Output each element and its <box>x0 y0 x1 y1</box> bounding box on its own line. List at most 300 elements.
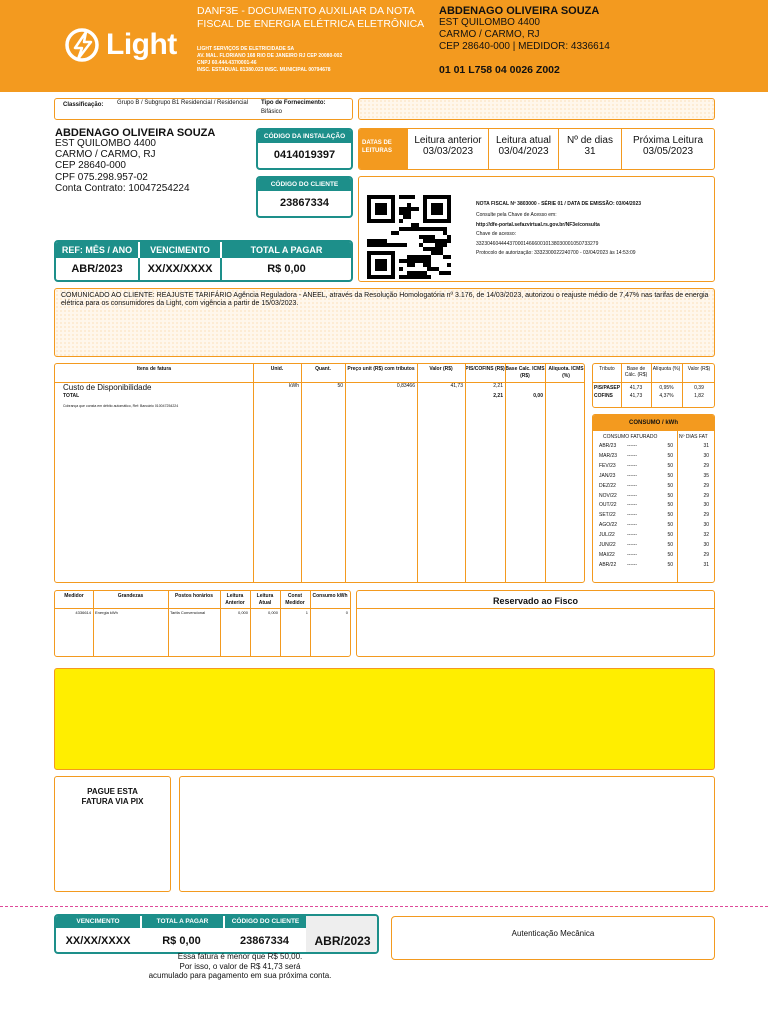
fisco-title: Reservado ao Fisco <box>492 596 579 606</box>
qr-module <box>423 271 427 275</box>
meter-cell: Tarifa Convencional <box>170 610 206 615</box>
header-code-line: 01 01 L758 04 0026 Z002 <box>439 64 560 76</box>
items-col-line <box>253 364 254 583</box>
consumption-dash: ------ <box>627 472 637 479</box>
consumption-box <box>592 414 715 583</box>
classification-box <box>54 98 353 120</box>
qr-module <box>419 235 423 239</box>
tax-header: Valor (R$) <box>687 366 711 372</box>
qr-module <box>435 227 439 231</box>
client-code-value: 23867334 <box>280 197 329 209</box>
notice-box <box>54 288 715 357</box>
consumption-dash: ------ <box>627 561 637 568</box>
tax-cell: 41,73 <box>629 385 643 391</box>
qr-module <box>427 259 431 263</box>
cut-line <box>0 906 768 907</box>
stub-note-line: Por isso, o valor de R$ 41,73 será <box>179 961 301 971</box>
reading-value: 03/04/2023 <box>498 146 549 157</box>
consumption-month: MAI/22 <box>599 551 615 558</box>
reading-label: Nº de dias <box>567 135 613 146</box>
qr-module <box>447 263 451 267</box>
items-col-line <box>545 364 546 583</box>
qr-module <box>407 227 411 231</box>
items-header: Aliquota. ICMS (%) <box>548 366 584 379</box>
tax-cell: 1,82 <box>694 393 704 399</box>
items-cell: kWh <box>289 383 299 389</box>
qr-module <box>423 235 427 239</box>
consumption-value: 50 <box>667 512 673 519</box>
consumption-month: AGO/22 <box>599 522 618 529</box>
qr-module <box>403 243 407 247</box>
qr-module <box>419 259 423 263</box>
consumption-month: ABR/22 <box>599 561 617 568</box>
stub-header: VENCIMENTO <box>56 916 140 928</box>
qr-module <box>423 255 427 259</box>
nf-line: Consulte pela Chave de Acesso em: <box>476 212 557 218</box>
qr-module <box>375 239 379 243</box>
qr-module <box>419 255 423 259</box>
consumption-days: 30 <box>703 522 709 529</box>
qr-module <box>399 259 403 263</box>
pix-label: PAGUE ESTA FATURA VIA PIX <box>81 787 144 807</box>
qr-module <box>379 243 383 247</box>
qr-module <box>427 239 431 243</box>
nf-line: 33230460444437000146660010138030001050733279 <box>476 240 599 247</box>
summary-header: TOTAL A PAGAR <box>220 242 351 258</box>
qr-module <box>423 259 427 263</box>
consumption-dash: ------ <box>627 492 637 499</box>
consumption-value: 50 <box>667 472 673 479</box>
supply-type-value: Bifásico <box>261 109 283 115</box>
items-col-line <box>417 364 418 583</box>
items-header: Preço unit (R$) com tributos <box>347 366 415 372</box>
meter-cell: 1 <box>305 610 308 615</box>
customer-line: Conta Contrato: 10047254224 <box>55 182 190 194</box>
meter-cell: Energia kWh <box>95 610 118 615</box>
reading-col <box>558 129 621 169</box>
qr-module <box>443 227 447 231</box>
qr-code <box>367 195 451 279</box>
tax-header-line <box>593 382 715 383</box>
client-code-box <box>256 176 353 218</box>
qr-module <box>439 227 443 231</box>
qr-module <box>399 267 403 271</box>
logo-text: Light <box>106 28 177 61</box>
qr-module <box>399 219 403 223</box>
installation-code-value: 0414019397 <box>273 149 336 161</box>
stub-box <box>54 914 379 954</box>
qr-module <box>423 263 427 267</box>
consumption-dash: ------ <box>627 532 637 539</box>
summary-value: XX/XX/XXXX <box>138 258 220 280</box>
qr-module <box>403 195 407 199</box>
meter-header: Postos horários <box>174 593 214 599</box>
summary-value: ABR/2023 <box>71 263 123 275</box>
stub-note-line: acumulado para pagamento em sua próxima conta. <box>148 971 332 981</box>
stub-note-line: Essa fatura é menor que R$ 50,00. <box>177 952 303 961</box>
pix-blank-area <box>179 776 715 892</box>
qr-module <box>423 247 427 251</box>
reading-value: 31 <box>584 146 596 157</box>
qr-module <box>439 251 443 255</box>
light-logo <box>64 26 184 66</box>
reading-col <box>488 129 558 169</box>
qr-module <box>407 275 411 279</box>
client-code-label: CÓDIGO DO CLIENTE <box>258 178 351 191</box>
qr-module <box>415 255 419 259</box>
consumption-days: 30 <box>703 542 709 548</box>
qr-module <box>407 271 411 275</box>
qr-module <box>399 275 403 279</box>
tax-header: Tributo <box>599 366 615 372</box>
consumption-days: 30 <box>703 452 709 459</box>
company-info <box>197 46 397 74</box>
yellow-message-area <box>54 668 715 770</box>
qr-module <box>407 203 411 207</box>
qr-module <box>439 243 443 247</box>
consumption-value: 50 <box>667 482 673 489</box>
tax-header: Base de Cálc. (R$) <box>624 366 648 378</box>
qr-module <box>399 211 403 215</box>
items-cell: 2,21 <box>493 393 503 399</box>
qr-module <box>431 239 435 243</box>
meter-header: Consumo kWh <box>312 593 348 599</box>
stub-header: CÓDIGO DO CLIENTE <box>223 916 306 928</box>
qr-module <box>415 271 419 275</box>
meter-header-line <box>55 608 351 609</box>
qr-module <box>427 263 431 267</box>
summary-box <box>54 240 353 282</box>
qr-module <box>399 207 403 211</box>
meter-cell: 0,000 <box>267 610 278 615</box>
qr-module <box>415 223 419 227</box>
items-cell: 41,73 <box>450 383 463 389</box>
items-cell: Custo de Disponibilidade <box>63 383 152 392</box>
qr-module <box>403 207 407 211</box>
qr-module <box>407 259 411 263</box>
qr-module <box>423 239 427 243</box>
consumption-days: 29 <box>703 492 709 499</box>
meter-col-line <box>280 591 281 657</box>
qr-module <box>415 207 419 211</box>
qr-module <box>411 263 415 267</box>
company-line: CNPJ 60.444.437/0001-46 <box>197 60 257 66</box>
consumption-dash: ------ <box>627 512 637 519</box>
customer-line: CEP 28640-000 <box>55 160 126 172</box>
qr-module <box>407 207 411 211</box>
meter-col-line <box>168 591 169 657</box>
auth-box <box>391 916 715 960</box>
consumption-value: 50 <box>667 551 673 558</box>
qr-module <box>411 275 415 279</box>
qr-module <box>447 239 451 243</box>
qr-module <box>439 247 443 251</box>
consumption-value: 50 <box>667 462 673 469</box>
qr-module <box>411 271 415 275</box>
tax-cell: COFINS <box>594 393 613 399</box>
header-address-line: CARMO / CARMO, RJ <box>439 29 540 40</box>
consumption-dash: ------ <box>627 482 637 489</box>
qr-module <box>431 247 435 251</box>
summary-header: VENCIMENTO <box>138 242 220 258</box>
qr-module <box>427 275 431 279</box>
classification-label: Classificação: <box>63 102 104 108</box>
qr-module <box>403 215 407 219</box>
qr-module <box>411 227 415 231</box>
company-line: INSC. ESTADUAL 81380.023 INSC. MUNICIPAL 00794678 <box>197 67 331 73</box>
classification-value: Grupo B / Subgrupo B1 Residencial / Residencial <box>117 100 249 106</box>
consumption-days: 32 <box>703 532 709 539</box>
consumption-days: 29 <box>703 551 709 558</box>
qr-module <box>419 271 423 275</box>
meter-header: Medidor <box>64 593 84 599</box>
consumption-month: FEV/23 <box>599 462 616 469</box>
nf-details <box>476 211 711 259</box>
qr-module <box>423 275 427 279</box>
consumption-days: 31 <box>703 561 709 568</box>
consumption-days: 31 <box>703 443 709 449</box>
items-cell: 50 <box>337 383 343 389</box>
nf-box <box>358 176 715 282</box>
qr-module <box>419 275 423 279</box>
meter-cell: 0 <box>345 610 348 615</box>
qr-module <box>407 195 411 199</box>
stub-value: XX/XX/XXXX <box>65 935 131 947</box>
nf-line: http://dfe-portal.sefazvirtual.rs.gov.br/NF3e/consulta <box>476 221 600 228</box>
fisco-box <box>356 590 715 657</box>
qr-module <box>431 235 435 239</box>
items-col-line <box>301 364 302 583</box>
qr-module <box>427 235 431 239</box>
stub-note <box>100 952 380 981</box>
reading-label: Próxima Leitura <box>632 135 704 146</box>
tax-cell: 0,39 <box>694 385 704 391</box>
classification-blank <box>358 98 715 120</box>
reading-label: Leitura atual <box>495 135 552 146</box>
meter-header: Grandezas <box>117 593 144 599</box>
company-line: LIGHT SERVIÇOS DE ELETRICIDADE SA <box>197 46 295 52</box>
consumption-value: 50 <box>667 522 673 529</box>
qr-module <box>439 239 443 243</box>
summary-header: REF: MÊS / ANO <box>56 242 138 258</box>
consumption-month: JUN/22 <box>599 542 616 548</box>
doc-title: DANF3E - DOCUMENTO AUXILIAR DA NOTA FISCAL DE ENERGIA ELÉTRICA ELETRÔNICA <box>197 5 425 30</box>
consumption-value: 50 <box>667 542 673 548</box>
qr-module <box>407 263 411 267</box>
meter-cell: 4336614 <box>75 610 91 615</box>
qr-module <box>371 243 375 247</box>
consumption-days: 29 <box>703 462 709 469</box>
stub-header: TOTAL A PAGAR <box>140 916 223 928</box>
meter-col-line <box>250 591 251 657</box>
qr-module <box>415 259 419 263</box>
qr-module <box>399 195 403 199</box>
qr-module <box>395 243 399 247</box>
qr-module <box>411 195 415 199</box>
meter-table <box>54 590 351 657</box>
consumption-days: 30 <box>703 502 709 509</box>
nf-line: Chave de acesso: <box>476 231 517 237</box>
consumption-col2: Nº DIAS FAT <box>679 434 708 440</box>
consumption-dash: ------ <box>627 551 637 558</box>
tax-cell: 4,37% <box>659 393 674 399</box>
qr-module <box>383 239 387 243</box>
consumption-col1: CONSUMO FATURADO <box>603 434 658 440</box>
qr-module <box>427 227 431 231</box>
reading-value: 03/05/2023 <box>642 146 694 157</box>
items-cell: TOTAL <box>63 393 80 399</box>
consumption-value: 50 <box>667 443 673 449</box>
summary-value: R$ 0,00 <box>220 258 351 280</box>
customer-line: EST QUILOMBO 4400 <box>55 138 156 149</box>
qr-module <box>447 255 451 259</box>
tax-header: Alíquota (%) <box>652 366 681 372</box>
qr-module <box>411 223 415 227</box>
consumption-month: DEZ/22 <box>599 482 616 489</box>
qr-module <box>403 227 407 231</box>
qr-module <box>411 255 415 259</box>
consumption-dash: ------ <box>627 522 637 529</box>
header-customer-name: ABDENAGO OLIVEIRA SOUZA <box>439 5 600 17</box>
meter-col-line <box>220 591 221 657</box>
qr-module <box>399 227 403 231</box>
meter-header: Leitura Atual <box>256 593 274 606</box>
qr-module <box>391 231 395 235</box>
qr-module <box>447 271 451 275</box>
customer-line: CARMO / CARMO, RJ <box>55 149 156 161</box>
consumption-month: ABR/23 <box>599 443 617 449</box>
consumption-value: 50 <box>667 532 673 539</box>
qr-module <box>431 267 435 271</box>
qr-module <box>387 243 391 247</box>
consumption-month: MAR/23 <box>599 452 618 459</box>
tax-cell: 41,73 <box>629 393 643 399</box>
qr-module <box>403 259 407 263</box>
qr-module <box>427 247 431 251</box>
qr-module <box>395 231 399 235</box>
items-header: Valor (R$) <box>429 366 453 372</box>
company-line: AV. MAL. FLORIANO 168 RIO DE JANEIRO RJ CEP 20080-002 <box>197 53 343 59</box>
consumption-month: JAN/23 <box>599 472 616 479</box>
consumption-month: JUL/22 <box>599 532 615 539</box>
readings-side-label: DATAS DE LEITURAS <box>359 129 407 169</box>
qr-module <box>435 251 439 255</box>
qr-module <box>411 207 415 211</box>
items-table <box>54 363 585 583</box>
qr-module <box>407 215 411 219</box>
header-address-line: CEP 28640-000 | MEDIDOR: 4336614 <box>439 41 610 52</box>
meter-col-line <box>93 591 94 657</box>
qr-module <box>375 259 387 271</box>
tax-cell: 0,95% <box>659 385 674 391</box>
meter-cell: 0,000 <box>237 610 248 615</box>
qr-module <box>431 227 435 231</box>
items-cell: 2,21 <box>493 383 503 389</box>
items-header: Itens de fatura <box>136 366 172 372</box>
meter-col-line <box>310 591 311 657</box>
qr-module <box>411 259 415 263</box>
qr-module <box>447 235 451 239</box>
stub-ref: ABR/2023 <box>306 916 379 952</box>
qr-module <box>427 267 431 271</box>
qr-module <box>431 203 443 215</box>
qr-module <box>367 243 371 247</box>
stub-value: R$ 0,00 <box>162 935 201 947</box>
qr-module <box>403 211 407 215</box>
qr-module <box>443 271 447 275</box>
qr-module <box>391 243 395 247</box>
qr-module <box>443 231 447 235</box>
qr-module <box>403 275 407 279</box>
lightning-logo-icon <box>64 26 104 66</box>
installation-code-box <box>256 128 353 170</box>
meter-header: Const Medidor <box>285 593 305 606</box>
stub-value: 23867334 <box>240 935 289 947</box>
reading-col <box>621 129 714 169</box>
consumption-month: SET/22 <box>599 512 616 519</box>
qr-module <box>383 243 387 247</box>
qr-module <box>443 239 447 243</box>
reading-value: 03/03/2023 <box>422 146 474 157</box>
nf-title: NOTA FISCAL Nº 3803000 - SÉRIE 01 / DATA DE EMISSÃO: 03/04/2023 <box>476 201 642 207</box>
customer-name: ABDENAGO OLIVEIRA SOUZA <box>55 127 216 139</box>
items-col-line <box>345 364 346 583</box>
qr-module <box>439 271 443 275</box>
consumption-dash: ------ <box>627 452 637 459</box>
reading-col <box>407 129 488 169</box>
consumption-value: 50 <box>667 561 673 568</box>
reading-label: Leitura anterior <box>414 135 482 146</box>
qr-module <box>435 239 439 243</box>
consumption-title: CONSUMO / kWh <box>593 415 714 431</box>
items-note: Cobrança que consta em débito automático, Ref: Bancário 010047254224 <box>63 404 179 408</box>
consumption-dash: ------ <box>627 502 637 509</box>
qr-module <box>367 239 371 243</box>
customer-address <box>55 138 190 194</box>
supply-type-label: Tipo de Fornecimento: <box>261 100 326 106</box>
customer-line: CPF 075.298.957-02 <box>55 171 148 183</box>
readings-box <box>358 128 715 170</box>
meter-header: Leitura Anterior <box>225 593 245 606</box>
qr-module <box>415 227 419 231</box>
qr-module <box>375 203 387 215</box>
auth-label: Autenticação Mecânica <box>511 929 595 938</box>
items-header: Quant. <box>315 366 331 372</box>
consumption-value: 50 <box>667 452 673 459</box>
consumption-month: NOV/22 <box>599 492 617 499</box>
consumption-days: 29 <box>703 512 709 519</box>
qr-module <box>415 275 419 279</box>
consumption-dash: ------ <box>627 443 637 449</box>
nf-line: Protocolo de autorização: 3332300022240700 - 03/04/2023 às 14:53:09 <box>476 250 636 256</box>
installation-code-label: CÓDIGO DA INSTALAÇÃO <box>258 130 351 143</box>
consumption-col-line <box>677 431 678 583</box>
qr-module <box>443 255 447 259</box>
items-header: Unid. <box>270 366 284 372</box>
consumption-dash: ------ <box>627 462 637 469</box>
qr-module <box>423 227 427 231</box>
tax-table <box>592 363 715 408</box>
pix-box <box>54 776 171 892</box>
consumption-month: OUT/22 <box>599 502 617 509</box>
qr-module <box>435 247 439 251</box>
items-cell: 0,83466 <box>396 383 415 389</box>
tax-cell: PIS/PASEP <box>594 385 621 391</box>
consumption-days: 29 <box>703 482 709 489</box>
consumption-value: 50 <box>667 492 673 499</box>
header-address <box>439 17 610 53</box>
qr-module <box>419 243 423 247</box>
